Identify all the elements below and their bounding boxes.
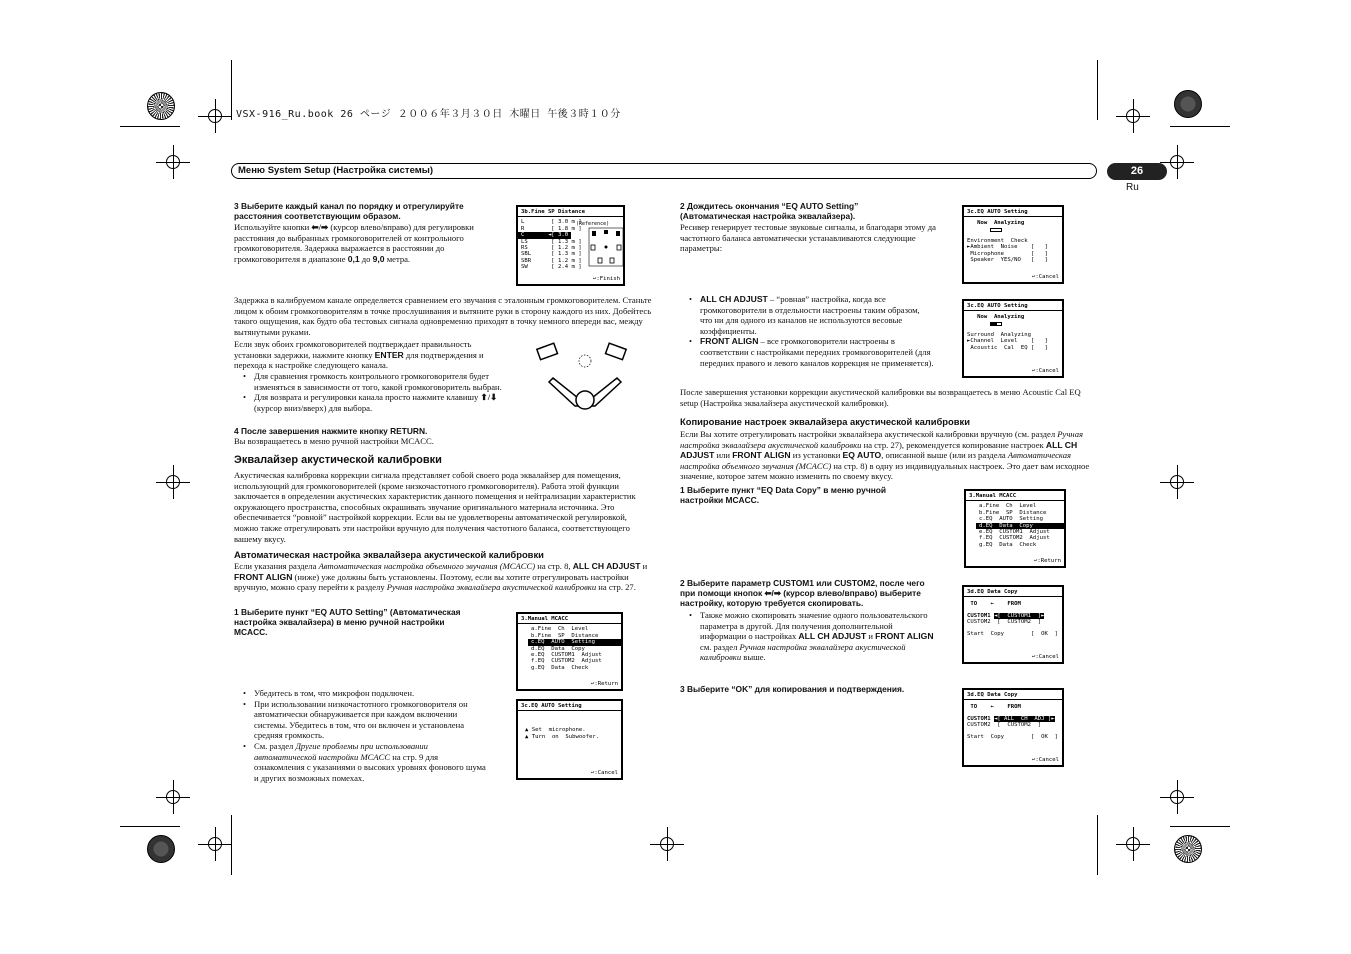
copy-step-1-title: 1 Выберите пункт “EQ Data Copy” в меню ручной настройки MCACC. <box>680 485 887 505</box>
progress-bar <box>990 228 1002 232</box>
language-label: Ru <box>1126 182 1139 193</box>
auto-eq-bullets <box>682 294 934 368</box>
after-paragraph: После завершения установки коррекции акустической калибровки вы возвращаетесь в меню Acoustic Cal EQ setup (Настройка эквалайзера акустической калибровки). <box>680 387 1081 408</box>
step-3-title: 3 Выберите каждый канал по порядку и отрегулируйте расстояния соответствующим образом. <box>234 201 464 221</box>
osd-set-microphone: 3c.EQ AUTO Setting ▲ Set microphone. ▲ Turn on Subwoofer. ↩:Cancel <box>516 699 623 780</box>
osd-manual-mcacc-menu: 3.Manual MCACC a.Fine Ch Level b.Fine SP Distance c.EQ AUTO Setting d.EQ Data Copy e.EQ CUSTOM1 Adjust f.EQ CUSTOM2 Adjust g.EQ Data Check ↩:Return <box>516 612 623 691</box>
osd-eq-auto-surround: 3c.EQ AUTO Setting Now Analyzing Surround Analyzing ►Channel Level [ ] Acoustic Cal EQ [ ] ↩:Cancel <box>962 299 1064 378</box>
section-heading-auto-eq: Автоматическая настройка эквалайзера акустической калибровки <box>234 549 544 560</box>
trim-line <box>120 126 180 127</box>
eq-paragraph: Акустическая калибровка коррекции сигнала представляет собой своего рода эквалайзер для помещения, использующий для громкоговорителей (кроме низкочастотного громкоговорителя). Работа этой функции заключается в определении акустических характеристик данного помещения и нейтрализации характеристик окружающего пространства, способных окрашивать звучание оригинального материала источника. Это обеспечивается “ровной” настройкой коррекции. Если вы не удовлетворены автоматической регулировкой, можно также отрегулировать эти настройки вручную для получения частотного баланса, соответствующего вашему вкусу. <box>234 470 636 544</box>
section-heading-eq: Эквалайзер акустической калибровки <box>234 454 442 466</box>
trim-line <box>120 826 180 827</box>
crosshair-mark <box>156 145 190 179</box>
mic-bullets <box>236 688 488 783</box>
crosshair-mark <box>156 465 190 499</box>
speaker-layout-icon <box>588 227 624 267</box>
trim-line <box>1170 826 1230 827</box>
crosshair-mark <box>1160 780 1194 814</box>
auto-eq-paragraph: Если указания раздела Автоматическая настройка объемного звучания (MCACC) на стр. 8, ALL CH ADJUST и FRONT ALIGN (ниже) уже должны быть установлены. Поэтому, если вы хотите отрегулировать настройки вручную, можно сразу перейти к разделу Ручная настройка эквалайзера акустической калибровки на стр. 27. <box>234 561 648 593</box>
print-info-line: VSX-916_Ru.book 26 ページ ２００６年３月３０日 木曜日 午後３時１０分 <box>236 109 621 120</box>
trim-line <box>231 815 232 875</box>
crosshair-mark <box>1116 99 1150 133</box>
list-item: • При использовании низкочастотного громкоговорителя он автоматически обнаруживается при каждом включении системы. Убедитесь в том, что он включен и установлена средняя громкость. <box>236 699 488 741</box>
speaker-diagram <box>535 340 635 415</box>
list-item: • ALL CH ADJUST – “ровная” настройка, когда все громкоговорители в отдельности настроены таким образом, что ни для одного из каналов не используются весовые коэффициенты. <box>682 294 934 336</box>
section-heading-copy: Копирование настроек эквалайзера акустической калибровки <box>680 416 970 427</box>
trim-line <box>1097 815 1098 875</box>
list-item: • См. раздел Другие проблемы при использовании автоматической настройки MCACC на стр. 9 для ознакомления с указаниями о высоких уровнях фонового шума и других возможных помехах. <box>236 741 488 783</box>
list-item: • Убедитесь в том, что микрофон подключен. <box>236 688 488 699</box>
osd-manual-mcacc-menu-copy: 3.Manual MCACC a.Fine Ch Level b.Fine SP Distance c.EQ AUTO Setting d.EQ Data Copy e.EQ CUSTOM1 Adjust f.EQ CUSTOM2 Adjust g.EQ Data Check ↩:Return <box>964 489 1066 568</box>
list-item: • Для возврата и регулировки канала просто нажмите клавишу ⬆/⬇ (курсор вниз/вверх) для выбора. <box>236 392 511 413</box>
osd-reference-label: (Reference) <box>576 221 610 227</box>
copy-bullets <box>682 610 934 663</box>
progress-bar <box>990 322 1002 326</box>
copy-step-3-title: 3 Выберите “OK” для копирования и подтверждения. <box>680 684 905 694</box>
step-2-title: 2 Дождитесь окончания “EQ AUTO Setting” (Автоматическая настройка эквалайзера). <box>680 201 859 221</box>
trim-line <box>1097 60 1098 120</box>
crosshair-mark <box>1160 465 1194 499</box>
trim-line <box>1170 126 1230 127</box>
osd-fine-sp-distance: 3b.Fine SP Distance (Reference) L [ 3.0 m ] R [ 1.8 m ] C ◄[ 3.0 m ]► LS [ 1.3 m ] RS [ 1.2 m ] SBL [ 1.3 m ] SBR [ 1.2 m ] SW [ 2.4 m ] ↩:Finish <box>516 205 625 286</box>
list-item: • Также можно скопировать значение одного пользовательского параметра в другой. Для получения дополнительной информации о настройках ALL CH ADJUST и FRONT ALIGN см. раздел Ручная настройка эквалайзера акустической калибровки выше. <box>682 610 934 663</box>
step-3-text: Используйте кнопки ⬅/➡ (курсор влево/вправо) для регулировки расстояния до выбранных громкоговорителей от контрольного громкоговорителя. Задержка выражается в расстоянии до громкоговорителя в диапазоне 0,1 до 9,0 метра. <box>234 222 474 264</box>
registration-sunburst-br <box>1174 835 1202 863</box>
crosshair-mark <box>198 99 232 133</box>
crosshair-mark <box>1116 827 1150 861</box>
osd-eq-auto-environment: 3c.EQ AUTO Setting Now Analyzing Environment Check ►Ambient Noise [ ] Microphone [ ] Speaker YES/NO [ ] ↩:Cancel <box>962 205 1064 284</box>
osd-eq-data-copy-custom: 3d.EQ Data Copy TO ← FROM CUSTOM1 ◄[ CUSTOM1 ]► CUSTOM2 [ CUSTOM2 ] Start Copy [ OK ] ↩:Cancel <box>962 585 1064 664</box>
page-title: Меню System Setup (Настройка системы) <box>238 165 434 176</box>
step-4-text: Вы возвращаетесь в меню ручной настройки MCACC. <box>234 436 434 446</box>
enter-paragraph: Если звук обоих громкоговорителей подтверждает правильность установки задержки, нажмите кнопку ENTER для подтверждения и перехода к настройке следующего канала. <box>234 339 484 371</box>
right-speaker-icon <box>605 343 626 359</box>
sound-point-icon <box>579 355 591 367</box>
registration-sunburst-tr <box>1174 90 1202 118</box>
page-number: 26 <box>1107 163 1167 180</box>
step-2-text: Ресивер генерирует тестовые звуковые сигналы, и благодаря этому да частотного баланса автоматически устанавливаются следующие параметры: <box>680 222 936 254</box>
crosshair-mark <box>198 827 232 861</box>
registration-sunburst-bl <box>147 835 175 863</box>
registration-sunburst-tl <box>147 92 175 120</box>
delay-paragraph: Задержка в калибруемом канале определяется сравнением его звучания с эталонным громкоговорителем. Станьте лицом к обоим громкоговорителям в точке прослушивания и вытяните руки в сторону каждого из них. Добейтесь такого ощущения, как будто оба тестовых сигнала одновременно приходят в точку немного впереди вас, между вытянутыми руками. <box>234 295 652 337</box>
step-1-title: 1 Выберите пункт “EQ AUTO Setting” (Автоматическая настройка эквалайзера) в меню ручной настройки MCACC. <box>234 607 461 637</box>
listener-head-icon <box>576 391 594 409</box>
copy-paragraph: Если Вы хотите отрегулировать настройки эквалайзера акустической калибровки вручную (см. раздел Ручная настройка эквалайзера акустической калибровки на стр. 27), рекомендуется копирование настроек ALL CH ADJUST или FRONT ALIGN из установки EQ AUTO, описанной выше (или из раздела Автоматическая настройка объемного звучания (MCACC) на стр. 8) в одну из индивидуальных настроек. Это дает вам исходное значение, которое затем можно изменить по своему вкусу. <box>680 429 1090 482</box>
list-item: • Для сравнения громкость контрольного громкоговорителя будет изменяться в зависимости от того, какой громкоговоритель выбран. <box>236 371 511 392</box>
crosshair-mark <box>650 827 684 861</box>
list-item: • FRONT ALIGN – все громкоговорители настроены в соответствии с настройками передних громкоговорителей (для передних правого и левого каналов коррекция не применяется). <box>682 336 934 368</box>
copy-step-2-title: 2 Выберите параметр CUSTOM1 или CUSTOM2, после чего при помощи кнопок ⬅/➡ (курсор влево/вправо) выберите настройку, которую требуется скопировать. <box>680 578 925 608</box>
left-speaker-icon <box>537 343 558 359</box>
delay-bullets <box>236 371 511 413</box>
crosshair-mark <box>156 780 190 814</box>
step-4-title: 4 После завершения нажмите кнопку RETURN. <box>234 426 428 436</box>
trim-line <box>231 60 232 120</box>
osd-eq-data-copy-all-ch: 3d.EQ Data Copy TO ← FROM CUSTOM1 ◄[ ALL CH ADJ ]► CUSTOM2 [ CUSTOM2 ] Start Copy [ OK ] ↩:Cancel <box>962 688 1064 767</box>
